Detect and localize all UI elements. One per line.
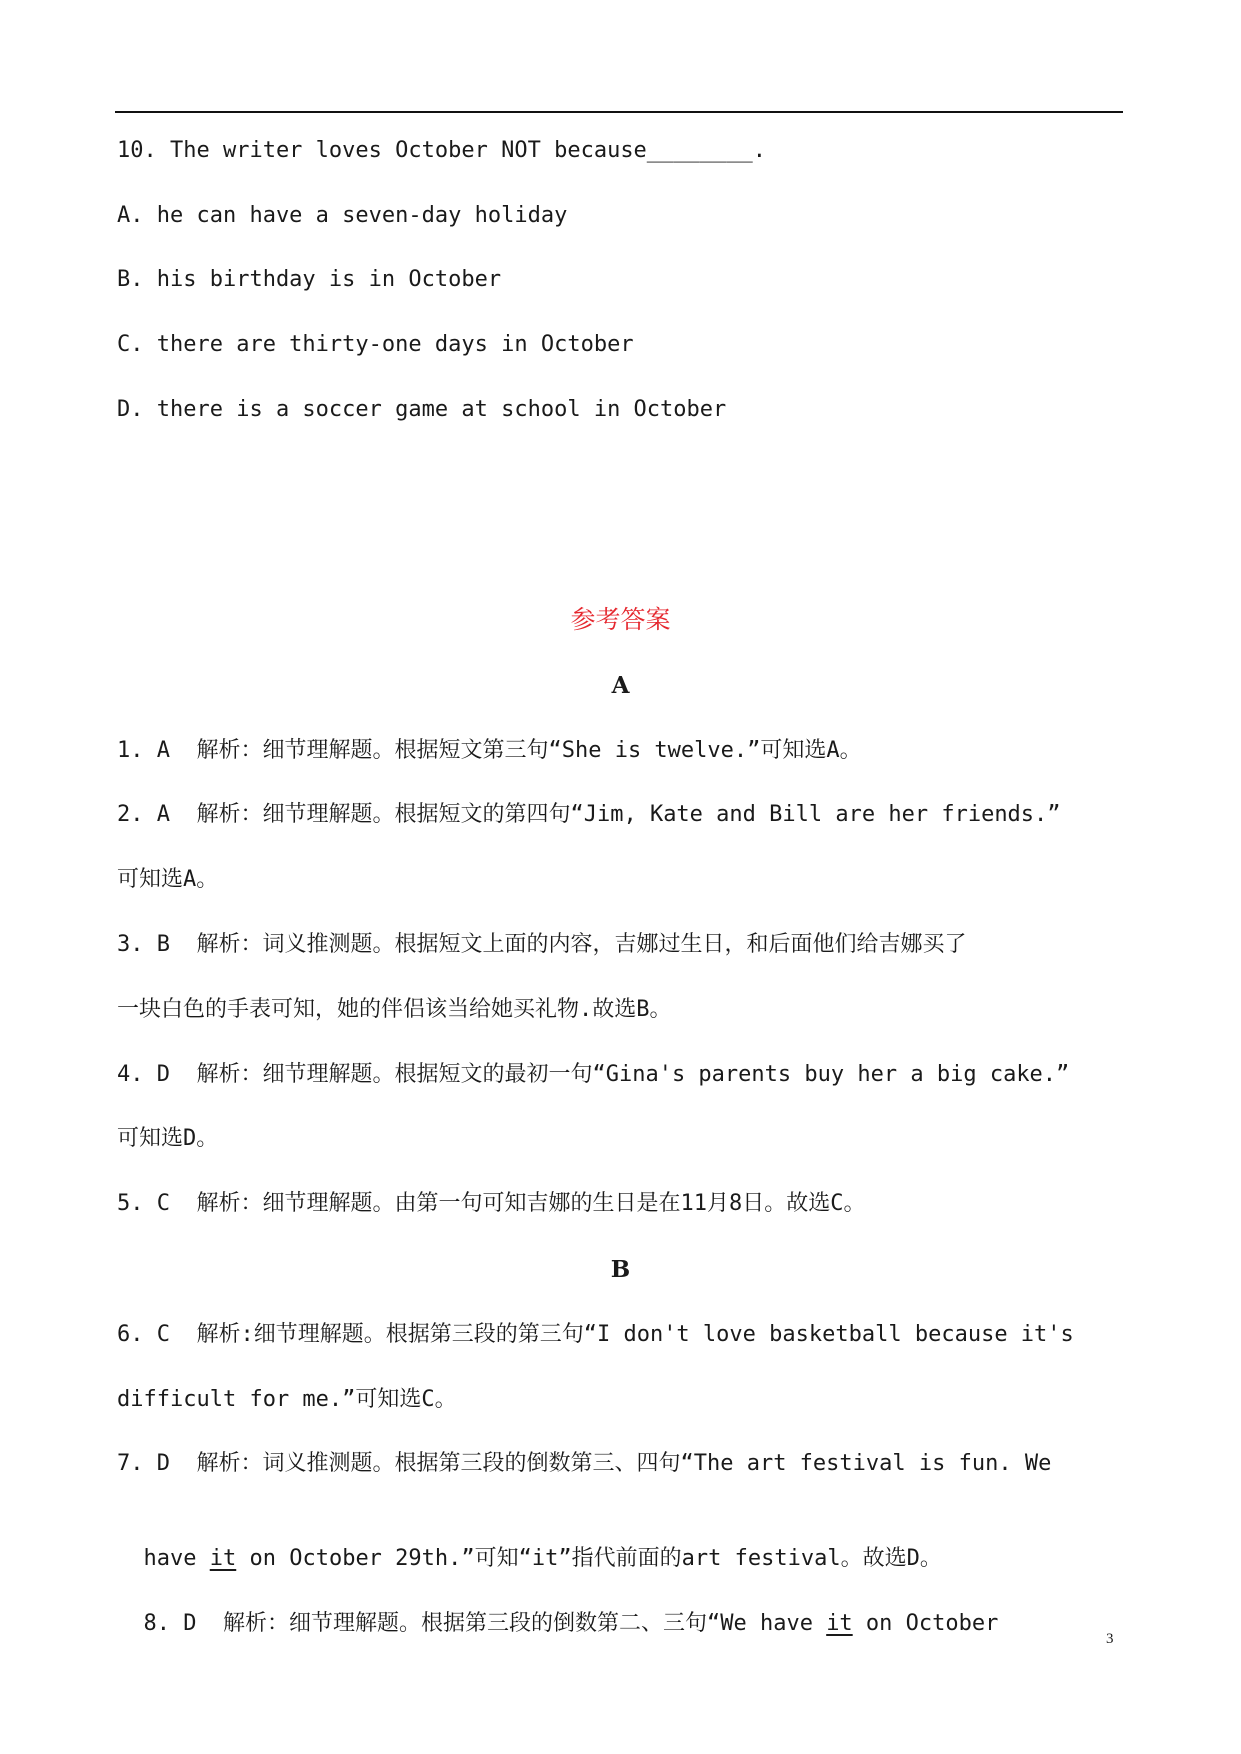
answer-text: on October bbox=[852, 1611, 999, 1636]
page-number: 3 bbox=[1106, 1631, 1114, 1647]
section-b-heading: B bbox=[610, 1256, 631, 1283]
section-a-heading: A bbox=[611, 672, 630, 699]
answer-text: have bbox=[143, 1546, 210, 1571]
answer-line: 可知选D。 bbox=[117, 1126, 219, 1151]
answer-key-title: 参考答案 bbox=[570, 605, 671, 634]
question-stem: 10. The writer loves October NOT because________. bbox=[117, 138, 767, 163]
answer-text: 8. D 解析：细节理解题。根据第三段的倒数第二、三句“We have bbox=[143, 1611, 827, 1636]
answer-line: 2. A 解析：细节理解题。根据短文的第四句“Jim, Kate and Bill are her friends.” bbox=[117, 802, 1061, 827]
header-rule bbox=[115, 111, 1123, 113]
underlined-word: it bbox=[826, 1611, 853, 1636]
answer-line: 1. A 解析：细节理解题。根据短文第三句“She is twelve.”可知选A。 bbox=[117, 738, 862, 763]
answer-line: 4. D 解析：细节理解题。根据短文的最初一句“Gina's parents buy her a big cake.” bbox=[117, 1062, 1070, 1087]
answer-line: difficult for me.”可知选C。 bbox=[117, 1387, 457, 1412]
answer-line: 3. B 解析：词义推测题。根据短文上面的内容，吉娜过生日，和后面他们给吉娜买了 bbox=[117, 932, 967, 957]
answer-line: 一块白色的手表可知，她的伴侣该当给她买礼物.故选B。 bbox=[117, 997, 672, 1022]
option-a: A. he can have a seven-day holiday bbox=[117, 203, 568, 228]
answer-line bbox=[117, 1579, 999, 1636]
answer-line: 5. C 解析：细节理解题。由第一句可知吉娜的生日是在11月8日。故选C。 bbox=[117, 1191, 866, 1216]
answer-text: on October 29th.”可知“it”指代前面的art festival。故选D。 bbox=[236, 1546, 942, 1571]
answer-line: 6. C 解析:细节理解题。根据第三段的第三句“I don't love basketball because it's bbox=[117, 1322, 1074, 1347]
option-c: C. there are thirty-one days in October bbox=[117, 332, 634, 357]
option-b: B. his birthday is in October bbox=[117, 267, 502, 292]
answer-line: 可知选A。 bbox=[117, 867, 219, 892]
answer-line: 7. D 解析：词义推测题。根据第三段的倒数第三、四句“The art festival is fun. We bbox=[117, 1451, 1052, 1476]
answer-line bbox=[117, 1514, 942, 1571]
underlined-word: it bbox=[209, 1546, 237, 1571]
option-d: D. there is a soccer game at school in October bbox=[117, 397, 727, 422]
